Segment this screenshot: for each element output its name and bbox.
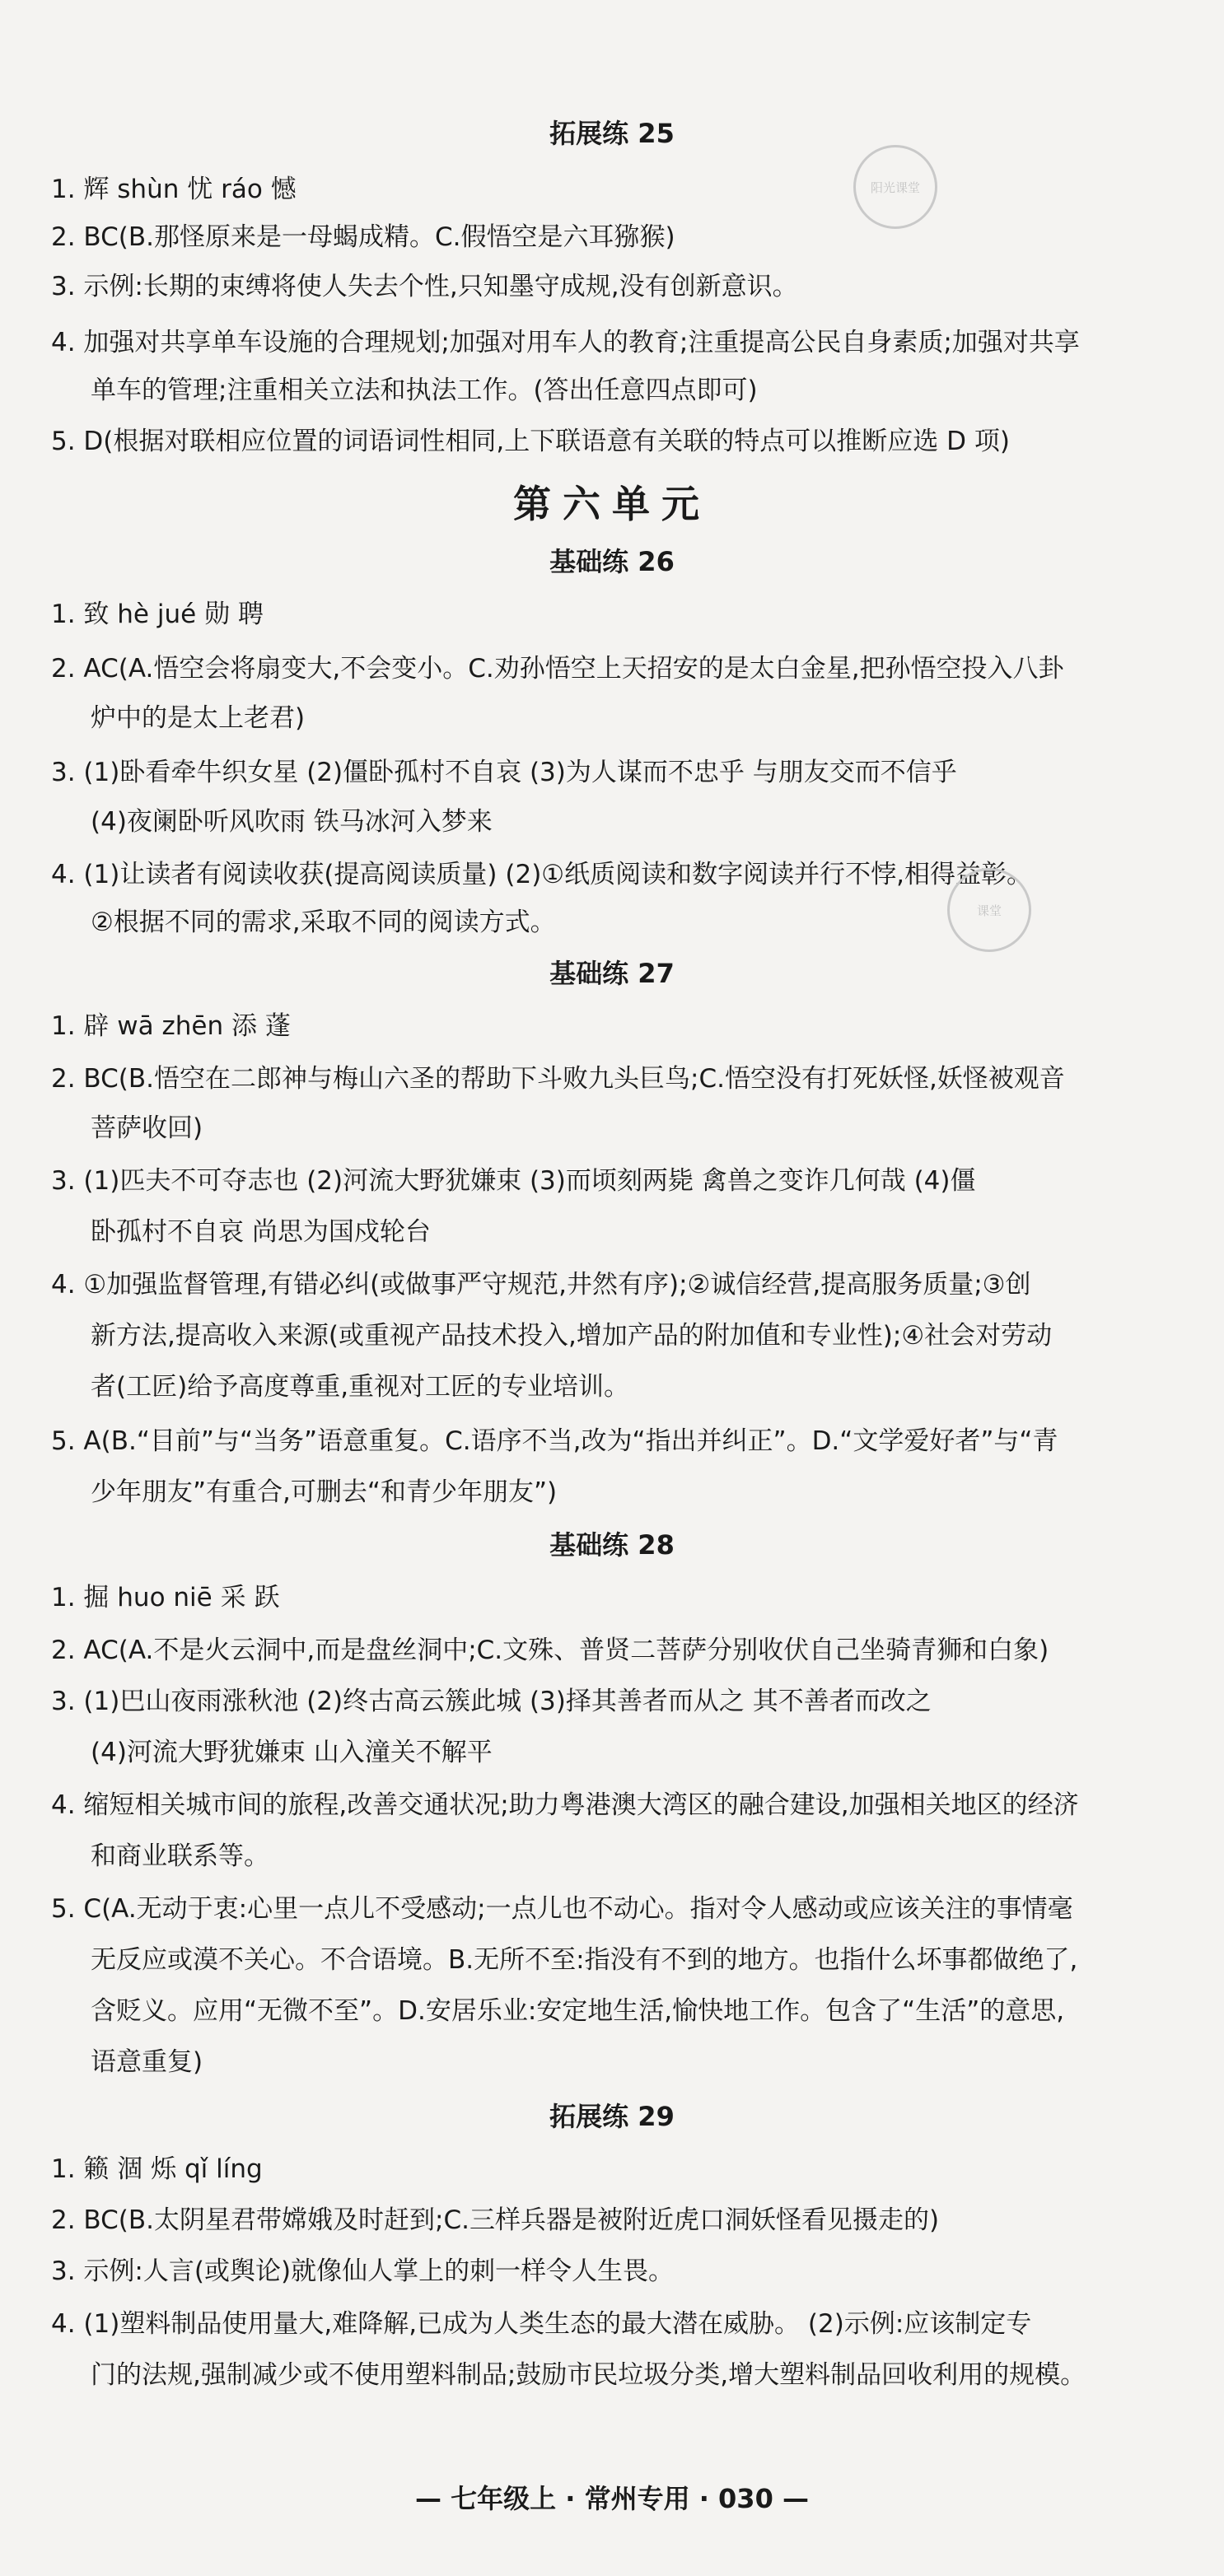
answer-line: 1. 辉 shùn 忧 ráo 憾	[51, 175, 297, 204]
answer-line: 无反应或漠不关心。不合语境。B.无所不至:指没有不到的地方。也指什么坏事都做绝了,	[91, 1945, 1078, 1975]
answer-line: 1. 辟 wā zhēn 添 蓬	[51, 1011, 291, 1041]
answer-line: 4. (1)塑料制品使用量大,难降解,已成为人类生态的最大潜在威胁。 (2)示例:应该制定专	[51, 2309, 1032, 2339]
answer-line: 少年朋友”有重合,可删去“和青少年朋友”)	[91, 1477, 558, 1507]
answer-line: 3. (1)匹夫不可夺志也 (2)河流大野犹嫌束 (3)而顷刻两毙 禽兽之变诈几何哉 (4)僵	[51, 1166, 976, 1196]
page-footer: — 七年级上 · 常州专用 · 030 —	[415, 2483, 809, 2514]
unit-title: 第六单元	[513, 482, 711, 526]
answer-line: (4)夜阑卧听风吹雨 铁马冰河入梦来	[91, 807, 493, 837]
answer-line: 2. BC(B.太阴星君带嫦娥及时赶到;C.三样兵器是被附近虎口洞妖怪看见摄走的)	[51, 2205, 940, 2235]
answer-line: ②根据不同的需求,采取不同的阅读方式。	[91, 908, 556, 937]
answer-line: 2. AC(A.悟空会将扇变大,不会变小。C.劝孙悟空上天招安的是太白金星,把孙悟空投入八卦	[51, 654, 1064, 684]
answer-line: 1. 籁 涸 烁 qǐ líng	[51, 2154, 263, 2184]
answer-line: 4. 加强对共享单车设施的合理规划;加强对用车人的教育;注重提高公民自身素质;加强对共享	[51, 328, 1080, 357]
answer-line: 5. C(A.无动于衷:心里一点儿不受感动;一点儿也不动心。指对令人感动或应该关注的事情毫	[51, 1894, 1073, 1924]
answer-line: 2. AC(A.不是火云洞中,而是盘丝洞中;C.文殊、普贤二菩萨分别收伏自己坐骑青狮和白象)	[51, 1636, 1049, 1665]
section-title-jichu-28: 基础练 28	[549, 1529, 675, 1561]
answer-line: 单车的管理;注重相关立法和执法工作。(答出任意四点即可)	[91, 376, 758, 405]
answer-line: 3. 示例:长期的束缚将使人失去个性,只知墨守成规,没有创新意识。	[51, 272, 798, 301]
answer-line: 4. 缩短相关城市间的旅程,改善交通状况;助力粤港澳大湾区的融合建设,加强相关地区的经济	[51, 1790, 1079, 1820]
section-title-jichu-27: 基础练 27	[549, 958, 675, 989]
answer-line: 3. 示例:人言(或舆论)就像仙人掌上的刺一样令人生畏。	[51, 2256, 675, 2286]
answer-line: 2. BC(B.那怪原来是一母蝎成精。C.假悟空是六耳猕猴)	[51, 222, 675, 252]
answer-line: 1. 掘 huo niē 采 跃	[51, 1583, 280, 1612]
answer-line: 5. D(根据对联相应位置的词语词性相同,上下联语意有关联的特点可以推断应选 D 项)	[51, 427, 1010, 456]
watermark-stamp	[947, 868, 1031, 952]
answer-line: 含贬义。应用“无微不至”。D.安居乐业:安定地生活,愉快地工作。包含了“生活”的意思,	[91, 1996, 1065, 2026]
answer-line: 4. (1)让读者有阅读收获(提高阅读质量) (2)①纸质阅读和数字阅读并行不悖,相得益彰。	[51, 860, 1032, 889]
answer-line: 门的法规,强制减少或不使用塑料制品;鼓励市民垃圾分类,增大塑料制品回收利用的规模。	[91, 2360, 1086, 2390]
watermark-stamp	[853, 145, 937, 229]
stamp-label: 课堂	[976, 903, 1002, 918]
answer-line: 炉中的是太上老君)	[91, 703, 306, 733]
answer-line: 和商业联系等。	[91, 1841, 269, 1871]
stamp-label: 阳光课堂	[870, 180, 920, 195]
answer-line: 3. (1)巴山夜雨涨秋池 (2)终古高云簇此城 (3)择其善者而从之 其不善者而改之	[51, 1687, 932, 1716]
answer-line: 语意重复)	[91, 2047, 203, 2077]
answer-line: 1. 致 hè jué 勋 聘	[51, 600, 264, 629]
answer-line: 5. A(B.“目前”与“当务”语意重复。C.语序不当,改为“指出并纠正”。D.“文学爱好者”与“青	[51, 1426, 1058, 1456]
answer-line: (4)河流大野犹嫌束 山入潼关不解平	[91, 1738, 493, 1767]
answer-line: 4. ①加强监督管理,有错必纠(或做事严守规范,井然有序);②诚信经营,提高服务质量;③创	[51, 1270, 1031, 1300]
answer-line: 3. (1)卧看牵牛织女星 (2)僵卧孤村不自哀 (3)为人谋而不忠乎 与朋友交而不信乎	[51, 758, 957, 787]
section-title-tuozhan-25: 拓展练 25	[549, 118, 675, 149]
section-title-jichu-26: 基础练 26	[549, 546, 675, 577]
answer-line: 卧孤村不自哀 尚思为国戍轮台	[91, 1217, 431, 1247]
answer-line: 新方法,提高收入来源(或重视产品技术投入,增加产品的附加值和专业性);④社会对劳动	[91, 1321, 1053, 1351]
section-title-tuozhan-29: 拓展练 29	[549, 2101, 675, 2132]
answer-line: 者(工匠)给予高度尊重,重视对工匠的专业培训。	[91, 1372, 630, 1402]
answer-line: 菩萨收回)	[91, 1113, 203, 1143]
answer-line: 2. BC(B.悟空在二郎神与梅山六圣的帮助下斗败九头巨鸟;C.悟空没有打死妖怪,妖怪被观音	[51, 1064, 1065, 1094]
